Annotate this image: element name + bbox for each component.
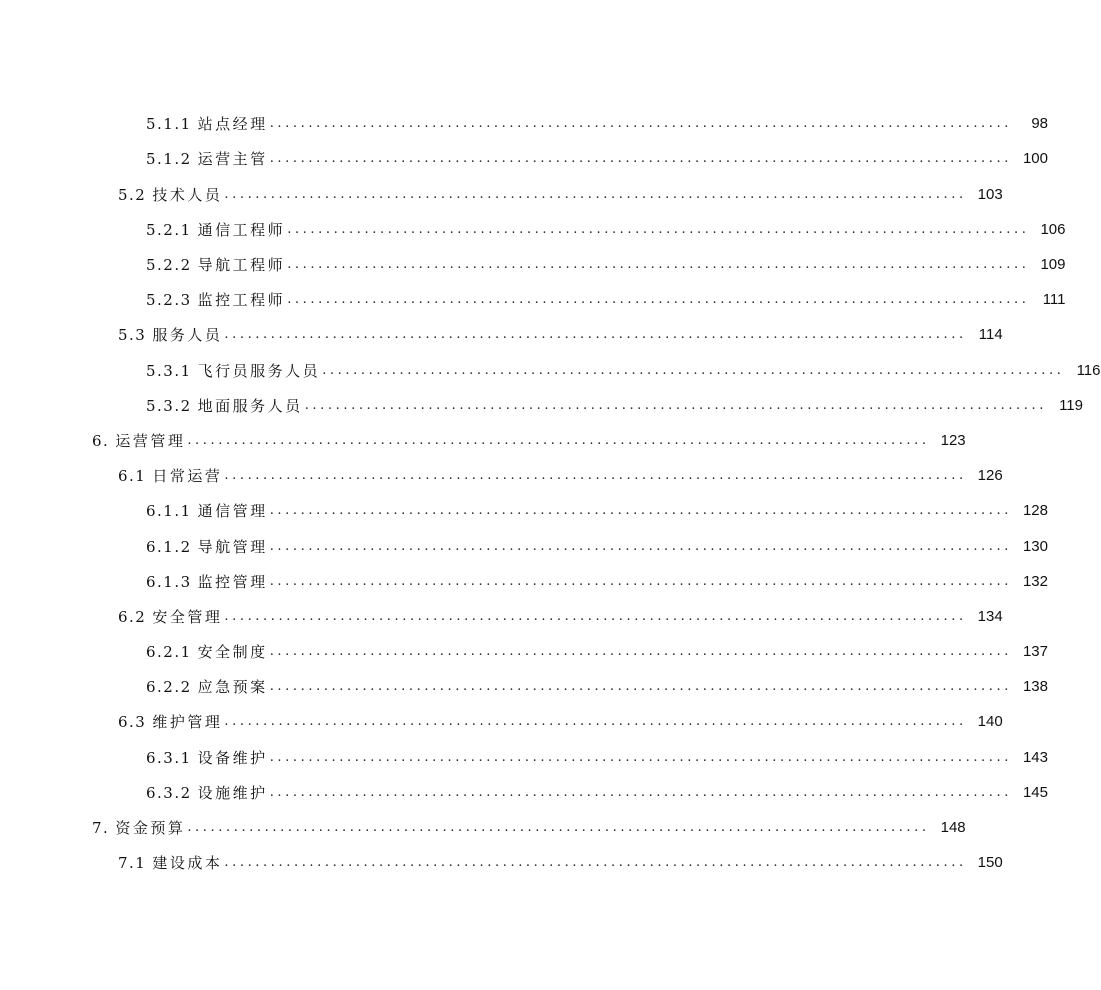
toc-dot-leader: ................................................................................................: [304, 398, 1047, 413]
toc-dot-leader: ................................................................................................: [269, 644, 1012, 659]
toc-entry-title: 维护管理: [152, 713, 223, 731]
toc-entry-title: 设施维护: [197, 784, 268, 802]
toc-entry-title: 应急预案: [197, 678, 268, 696]
toc-entry[interactable]: [146, 640, 1048, 664]
toc-entry-title: 资金预算: [115, 819, 186, 837]
toc-entry[interactable]: [146, 499, 1048, 523]
toc-dot-leader: ................................................................................................: [322, 363, 1065, 378]
toc-entry[interactable]: [92, 429, 966, 453]
toc-entry[interactable]: [146, 394, 1083, 418]
toc-dot-leader: ................................................................................................: [224, 468, 967, 483]
toc-entry-number: 6.: [92, 432, 110, 450]
toc-entry[interactable]: [118, 323, 1003, 347]
toc-entry-title: 通信工程师: [197, 221, 286, 239]
toc-entry[interactable]: [146, 781, 1048, 805]
toc-entry-title: 通信管理: [197, 502, 268, 520]
toc-dot-leader: ................................................................................................: [269, 574, 1012, 589]
toc-entry[interactable]: [118, 183, 1003, 207]
toc-dot-leader: ................................................................................................: [287, 222, 1030, 237]
toc-entry-number: 5.2: [118, 186, 147, 204]
toc-entry-page: 145: [1022, 784, 1048, 801]
toc-dot-leader: ................................................................................................: [269, 539, 1012, 554]
toc-entry-number: 5.1.1: [146, 115, 192, 133]
toc-entry-number: 6.2: [118, 608, 147, 626]
toc-entry[interactable]: [118, 851, 1003, 875]
toc-entry-title: 技术人员: [152, 186, 223, 204]
toc-entry-number: 5.1.2: [146, 150, 192, 168]
toc-entry[interactable]: [146, 218, 1066, 242]
toc-entry[interactable]: [118, 464, 1003, 488]
toc-entry[interactable]: [118, 605, 1003, 629]
toc-entry[interactable]: [146, 359, 1101, 383]
toc-entry-page: 137: [1022, 643, 1048, 660]
toc-entry-number: 6.3.1: [146, 749, 192, 767]
toc-entry-number: 5.3.2: [146, 397, 192, 415]
toc-entry-page: 138: [1022, 678, 1048, 695]
toc-entry-page: 143: [1022, 749, 1048, 766]
toc-entry-title: 监控工程师: [197, 291, 286, 309]
toc-entry[interactable]: [146, 147, 1048, 171]
toc-dot-leader: ................................................................................................: [224, 187, 967, 202]
toc-entry-page: 116: [1076, 362, 1101, 379]
toc-entry-page: 109: [1040, 256, 1066, 273]
toc-entry-number: 6.2.2: [146, 678, 192, 696]
toc-entry-number: 5.2.1: [146, 221, 192, 239]
toc-entry[interactable]: [146, 535, 1048, 559]
toc-entry-title: 导航管理: [197, 538, 268, 556]
toc-entry[interactable]: [146, 288, 1066, 312]
toc-entry-title: 导航工程师: [197, 256, 286, 274]
toc-dot-leader: ................................................................................................: [224, 855, 967, 870]
toc-dot-leader: ................................................................................................: [224, 327, 967, 342]
toc-entry-title: 运营主管: [197, 150, 268, 168]
toc-entry-number: 6.3: [118, 713, 147, 731]
toc-entry-number: 5.2.3: [146, 291, 192, 309]
toc-dot-leader: ................................................................................................: [187, 433, 930, 448]
toc-entry-page: 130: [1022, 538, 1048, 555]
toc-entry-page: 106: [1040, 221, 1066, 238]
toc-entry-page: 123: [940, 432, 966, 449]
toc-entry-number: 7.: [92, 819, 110, 837]
toc-entry-page: 111: [1042, 291, 1066, 308]
toc-entry-title: 地面服务人员: [197, 397, 303, 415]
toc-entry-page: 140: [977, 713, 1003, 730]
toc-entry-title: 服务人员: [152, 326, 223, 344]
toc-entry-page: 114: [978, 326, 1003, 343]
toc-entry-page: 98: [1031, 115, 1048, 132]
toc-entry-title: 运营管理: [115, 432, 186, 450]
toc-entry-title: 设备维护: [197, 749, 268, 767]
toc-entry[interactable]: [146, 253, 1066, 277]
toc-entry-title: 建设成本: [152, 854, 223, 872]
toc-entry-number: 5.2.2: [146, 256, 192, 274]
toc-dot-leader: ................................................................................................: [287, 292, 1030, 307]
toc-entry-page: 126: [977, 467, 1003, 484]
toc-entry-title: 站点经理: [197, 115, 268, 133]
toc-entry-title: 日常运营: [152, 467, 223, 485]
toc-entry-title: 安全管理: [152, 608, 223, 626]
toc-entry-title: 飞行员服务人员: [197, 362, 321, 380]
toc-entry-page: 148: [940, 819, 966, 836]
toc-entry-number: 6.3.2: [146, 784, 192, 802]
toc-entry-title: 安全制度: [197, 643, 268, 661]
toc-entry-page: 134: [977, 608, 1003, 625]
toc-entry[interactable]: [118, 710, 1003, 734]
toc-dot-leader: ................................................................................................: [269, 785, 1012, 800]
toc-entry-page: 150: [977, 854, 1003, 871]
toc-entry[interactable]: [146, 112, 1048, 136]
toc-entry-page: 100: [1022, 150, 1048, 167]
toc-entry-page: 119: [1059, 397, 1083, 414]
toc-entry-number: 6.2.1: [146, 643, 192, 661]
toc-entry-page: 132: [1022, 573, 1048, 590]
toc-entry-number: 5.3.1: [146, 362, 192, 380]
toc-entry-page: 128: [1022, 502, 1048, 519]
toc-dot-leader: ................................................................................................: [269, 151, 1012, 166]
toc-dot-leader: ................................................................................................: [269, 679, 1012, 694]
toc-dot-leader: ................................................................................................: [187, 820, 930, 835]
toc-entry-page: 103: [977, 186, 1003, 203]
toc-dot-leader: ................................................................................................: [269, 116, 1012, 131]
toc-entry-number: 7.1: [118, 854, 147, 872]
toc-entry-number: 5.3: [118, 326, 147, 344]
toc-entry[interactable]: [146, 675, 1048, 699]
toc-entry[interactable]: [92, 816, 966, 840]
toc-entry[interactable]: [146, 746, 1048, 770]
toc-dot-leader: ................................................................................................: [269, 750, 1012, 765]
toc-dot-leader: ................................................................................................: [224, 714, 967, 729]
toc-entry-number: 6.1.1: [146, 502, 192, 520]
toc-dot-leader: ................................................................................................: [224, 609, 967, 624]
toc-entry-number: 6.1.3: [146, 573, 192, 591]
toc-dot-leader: ................................................................................................: [269, 503, 1012, 518]
toc-entry-number: 6.1.2: [146, 538, 192, 556]
toc-entry-title: 监控管理: [197, 573, 268, 591]
toc-entry[interactable]: [146, 570, 1048, 594]
toc-dot-leader: ................................................................................................: [287, 257, 1030, 272]
toc-entry-number: 6.1: [118, 467, 147, 485]
